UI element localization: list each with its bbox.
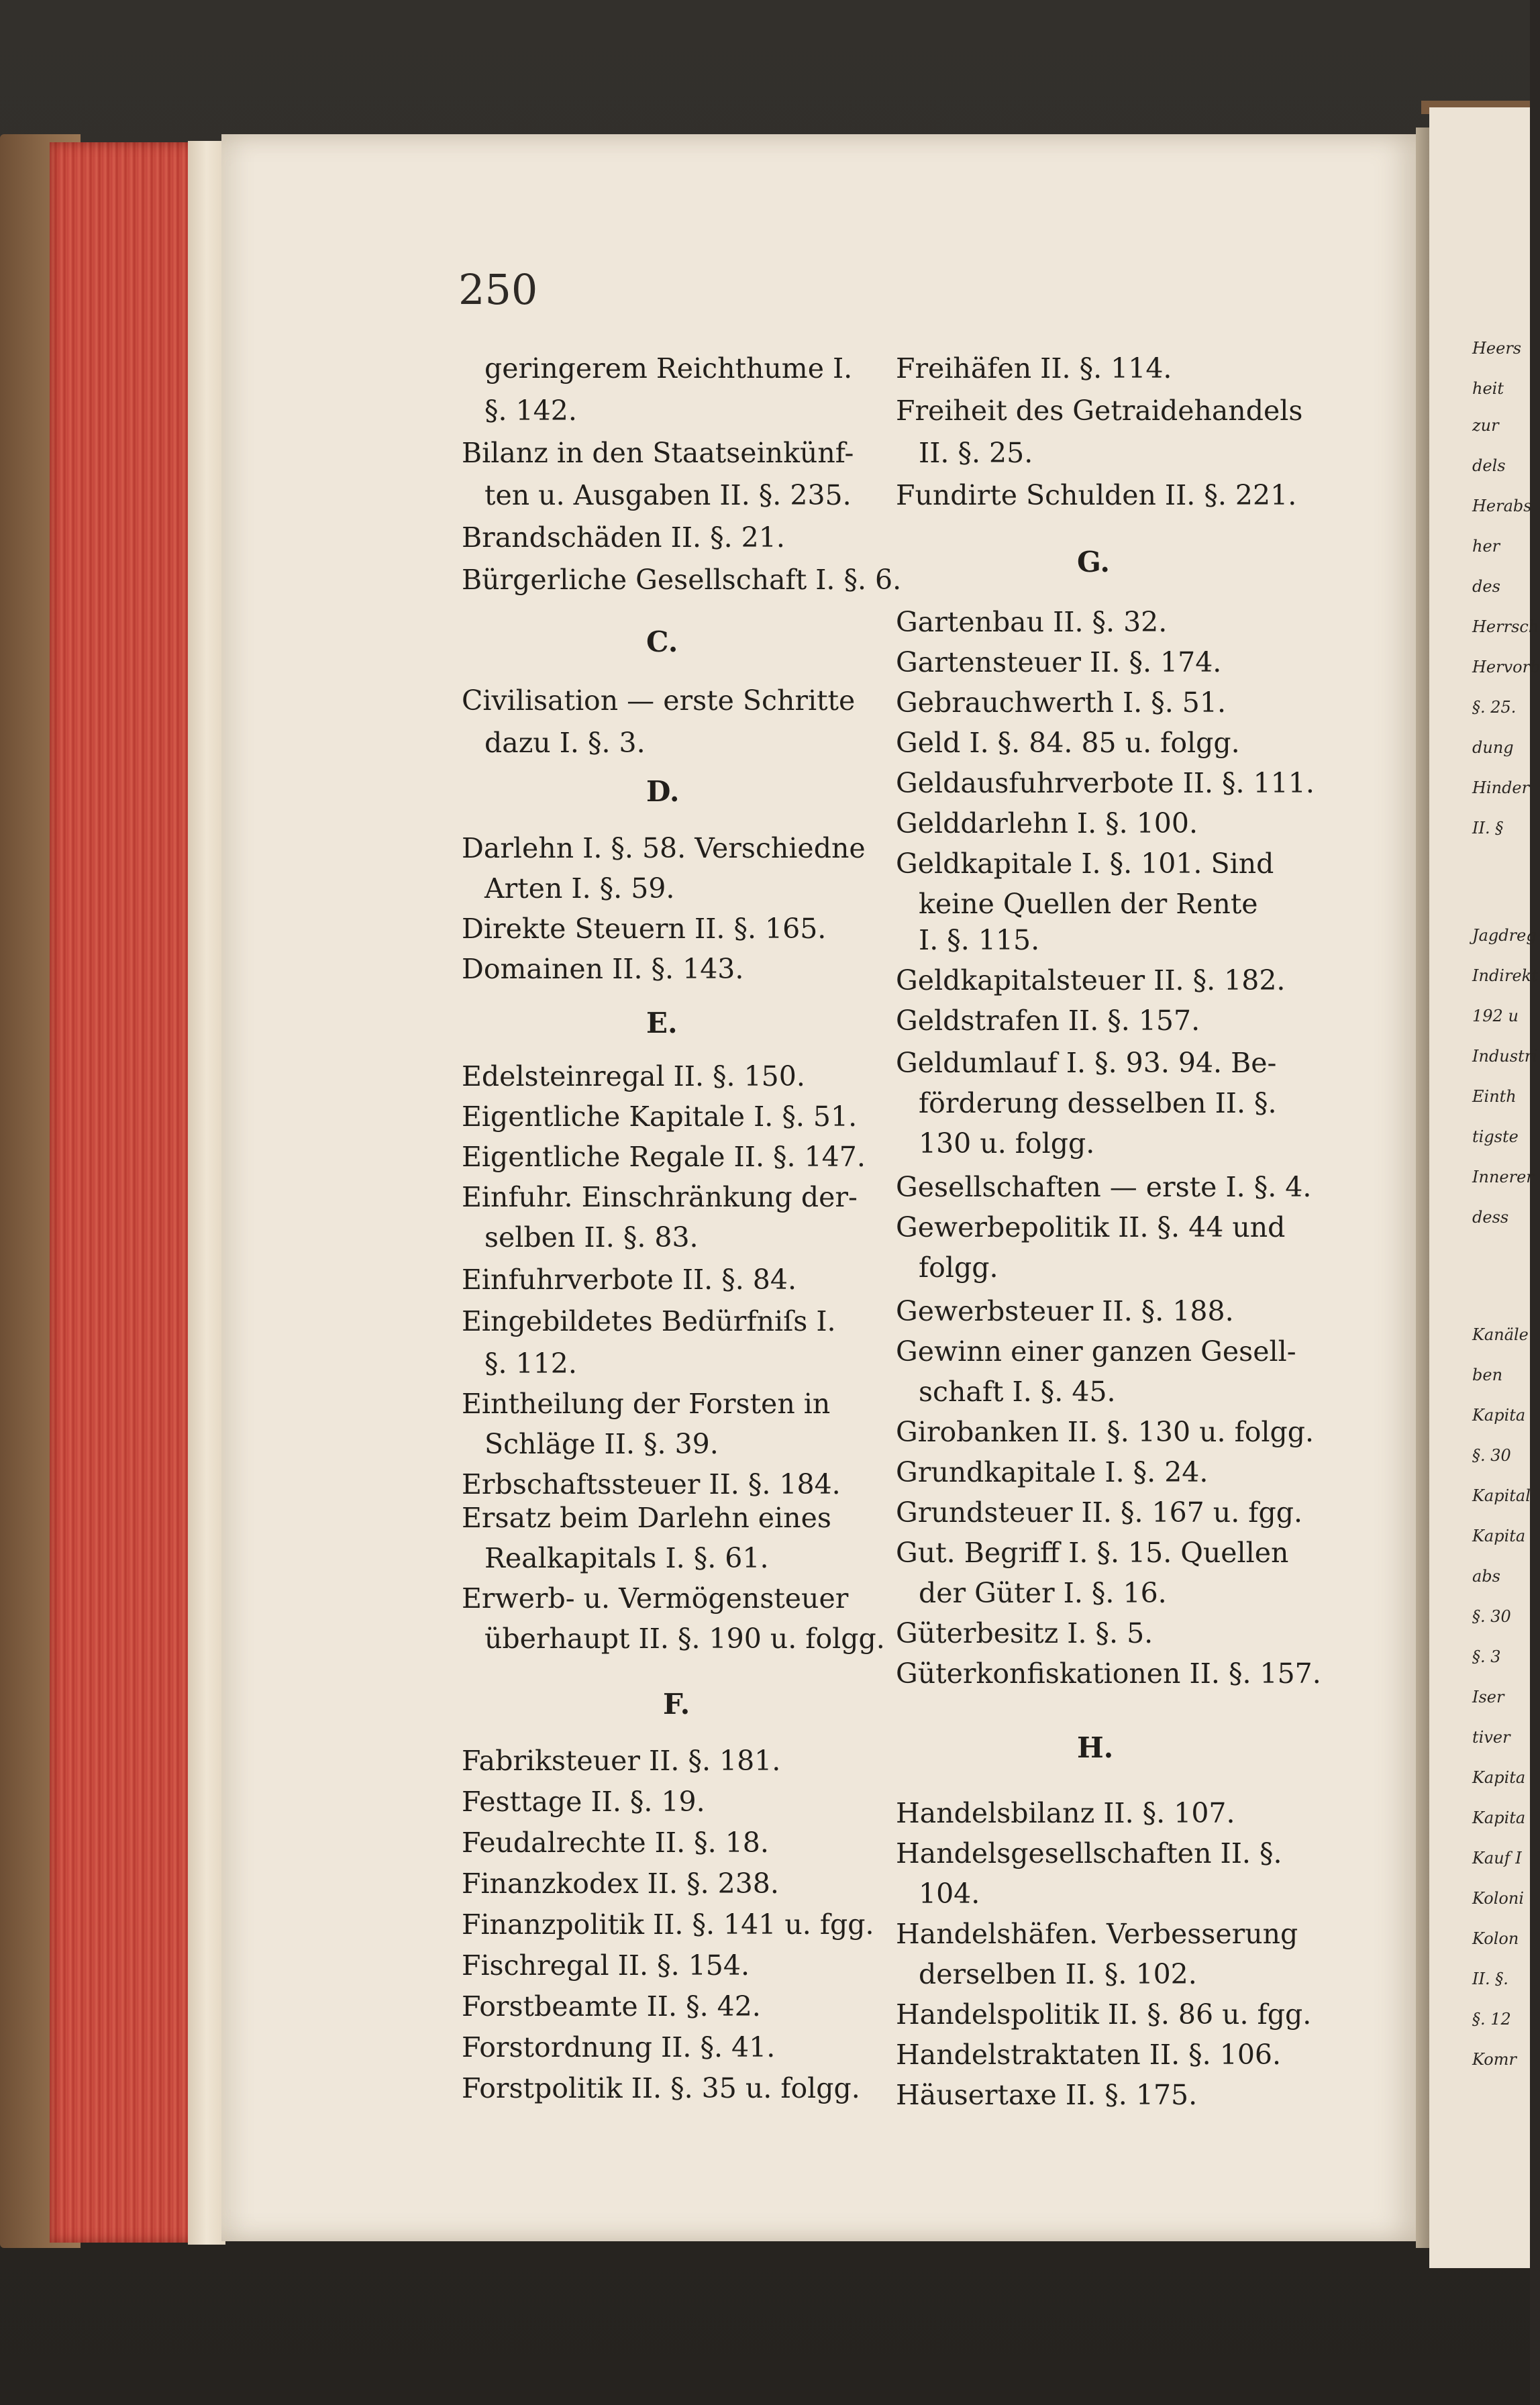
index-entry: Forstordnung II. §. 41. [462, 2031, 776, 2063]
index-entry: Geldstrafen II. §. 157. [896, 1005, 1200, 1037]
index-entry: förderung desselben II. §. [919, 1087, 1277, 1119]
adjacent-page-fragment: Kapita [1472, 1768, 1526, 1787]
index-entry: Geldumlauf I. §. 93. 94. Be- [896, 1047, 1277, 1079]
index-entry: Realkapitals I. §. 61. [484, 1542, 769, 1574]
adjacent-page-fragment: tigste [1472, 1127, 1519, 1146]
index-entry: selben II. §. 83. [484, 1221, 699, 1253]
adjacent-page-fragment: II. § [1472, 819, 1504, 837]
index-entry: Gut. Begriff I. §. 15. Quellen [896, 1537, 1289, 1569]
index-entry: Girobanken II. §. 130 u. folgg. [896, 1416, 1315, 1448]
adjacent-page-fragment: Einth [1472, 1087, 1517, 1106]
index-entry: Bilanz in den Staatseinkünf- [462, 437, 854, 469]
index-entry: Gebrauchwerth I. §. 51. [896, 686, 1226, 719]
index-entry: Handelshäfen. Verbesserung [896, 1918, 1298, 1950]
index-entry: derselben II. §. 102. [919, 1958, 1197, 1990]
index-entry: Handelstraktaten II. §. 106. [896, 2039, 1282, 2071]
index-entry: Forstbeamte II. §. 42. [462, 1990, 761, 2023]
index-entry: Freiheit des Getraidehandels [896, 395, 1303, 427]
adjacent-page-fragment: zur [1472, 416, 1499, 435]
index-entry: Fundirte Schulden II. §. 221. [896, 479, 1297, 511]
section-heading: D. [646, 775, 680, 808]
index-entry: Eigentliche Regale II. §. 147. [462, 1141, 866, 1173]
index-entry: Erwerb- u. Vermögensteuer [462, 1582, 849, 1615]
page-number: 250 [458, 265, 538, 314]
index-entry: Gewerbepolitik II. §. 44 und [896, 1211, 1286, 1243]
adjacent-page-fragment: Hinder [1472, 778, 1530, 797]
adjacent-page-fragment: Kapita [1472, 1808, 1526, 1827]
index-entry: überhaupt II. §. 190 u. folgg. [484, 1623, 885, 1655]
index-entry: Gesellschaften — erste I. §. 4. [896, 1171, 1312, 1203]
adjacent-page-fragment: Iser [1472, 1688, 1504, 1706]
adjacent-page-fragment: Heers [1472, 339, 1522, 358]
index-entry: §. 112. [484, 1347, 577, 1380]
adjacent-page-fragment: §. 3 [1472, 1647, 1501, 1666]
section-heading: C. [646, 625, 678, 658]
adjacent-page-fragment: Indirekt [1472, 966, 1538, 985]
index-entry: Handelspolitik II. §. 86 u. fgg. [896, 1998, 1312, 2031]
index-entry: Gartensteuer II. §. 174. [896, 646, 1222, 678]
adjacent-page-fragment: §. 30 [1472, 1607, 1511, 1626]
adjacent-page-fragment: abs [1472, 1567, 1500, 1586]
index-entry: Geld I. §. 84. 85 u. folgg. [896, 727, 1240, 759]
index-entry: Erbschaftssteuer II. §. 184. [462, 1468, 841, 1500]
index-entry: Finanzpolitik II. §. 141 u. fgg. [462, 1908, 874, 1941]
index-entry: Handelsbilanz II. §. 107. [896, 1797, 1235, 1829]
index-entry: Schläge II. §. 39. [484, 1428, 719, 1460]
adjacent-page-fragment: II. §. [1472, 1969, 1508, 1988]
index-entry: 104. [919, 1878, 980, 1910]
index-entry: Eingebildetes Bedürfniſs I. [462, 1305, 836, 1337]
adjacent-page-fragment: tiver [1472, 1728, 1510, 1747]
adjacent-page-fragment: Jagdreg [1472, 926, 1537, 945]
index-entry: Bürgerliche Gesellschaft I. §. 6. [462, 564, 902, 596]
index-entry: ten u. Ausgaben II. §. 235. [484, 479, 852, 511]
section-heading: F. [663, 1688, 690, 1721]
index-entry: Brandschäden II. §. 21. [462, 521, 785, 554]
book-page-edges [50, 142, 205, 2243]
index-entry: Geldkapitale I. §. 101. Sind [896, 848, 1274, 880]
index-entry: Eigentliche Kapitale I. §. 51. [462, 1101, 858, 1133]
index-entry: Gartenbau II. §. 32. [896, 606, 1168, 638]
index-entry: geringerem Reichthume I. [484, 352, 853, 385]
index-entry: 130 u. folgg. [919, 1127, 1095, 1160]
index-entry: Handelsgesellschaften II. §. [896, 1837, 1282, 1870]
adjacent-page-fragment: Industri [1472, 1047, 1537, 1066]
adjacent-page-fragment: Herabs [1472, 497, 1532, 515]
index-entry: schaft I. §. 45. [919, 1376, 1116, 1408]
section-heading: H. [1077, 1731, 1114, 1764]
adjacent-page-fragment: Kapital [1472, 1486, 1531, 1505]
index-entry: Feudalrechte II. §. 18. [462, 1827, 769, 1859]
index-entry: Gewinn einer ganzen Gesell- [896, 1335, 1296, 1368]
index-entry: Arten I. §. 59. [484, 872, 675, 905]
index-entry: Gelddarlehn I. §. 100. [896, 807, 1198, 839]
index-entry: Fabriksteuer II. §. 181. [462, 1745, 781, 1777]
index-entry: Edelsteinregal II. §. 150. [462, 1060, 805, 1092]
adjacent-page-fragment: heit [1472, 379, 1504, 398]
index-entry: Ersatz beim Darlehn eines [462, 1502, 831, 1534]
index-entry: dazu I. §. 3. [484, 727, 646, 759]
index-entry: I. §. 115. [919, 924, 1040, 956]
index-entry: folgg. [919, 1251, 998, 1284]
index-entry: Fischregal II. §. 154. [462, 1949, 750, 1982]
index-entry: Freihäfen II. §. 114. [896, 352, 1172, 385]
index-entry: Direkte Steuern II. §. 165. [462, 913, 827, 945]
adjacent-page-fragment: dels [1472, 456, 1506, 475]
adjacent-page-fragment: Innerer [1472, 1168, 1534, 1186]
adjacent-page-fragment: Koloni [1472, 1889, 1524, 1908]
adjacent-page-fragment: Hervorb [1472, 658, 1540, 676]
index-entry: Finanzkodex II. §. 238. [462, 1867, 779, 1900]
index-entry: der Güter I. §. 16. [919, 1577, 1167, 1609]
adjacent-page-fragment: Kauf I [1472, 1849, 1522, 1867]
index-entry: Festtage II. §. 19. [462, 1786, 705, 1818]
adjacent-page-fragment: dess [1472, 1208, 1509, 1227]
section-heading: G. [1077, 546, 1110, 578]
index-entry: §. 142. [484, 395, 577, 427]
adjacent-page-fragment: Komr [1472, 2050, 1517, 2069]
adjacent-page-fragment: §. 25. [1472, 698, 1517, 717]
adjacent-page-fragment: ben [1472, 1366, 1503, 1384]
adjacent-page-fragment: Kapita [1472, 1527, 1526, 1545]
index-entry: Güterkonfiskationen II. §. 157. [896, 1657, 1321, 1690]
index-entry: Einfuhrverbote II. §. 84. [462, 1264, 797, 1296]
adjacent-page-fragment: §. 30 [1472, 1446, 1511, 1465]
index-entry: Civilisation — erste Schritte [462, 684, 856, 717]
adjacent-page-fragment: Kanäle [1472, 1325, 1529, 1344]
index-entry: Güterbesitz I. §. 5. [896, 1617, 1153, 1649]
adjacent-page-fragment: Kapita [1472, 1406, 1526, 1425]
adjacent-page-fragment: 192 u [1472, 1007, 1519, 1025]
index-entry: Geldausfuhrverbote II. §. 111. [896, 767, 1315, 799]
section-heading: E. [646, 1007, 678, 1039]
index-entry: Einfuhr. Einschränkung der- [462, 1181, 858, 1213]
index-entry: II. §. 25. [919, 437, 1033, 469]
adjacent-page-fragment: Kolon [1472, 1929, 1519, 1948]
adjacent-page-fragment: des [1472, 577, 1500, 596]
index-entry: Eintheilung der Forsten in [462, 1388, 831, 1420]
page-curl-edge [188, 141, 225, 2245]
index-entry: Darlehn I. §. 58. Verschiedne [462, 832, 866, 864]
index-entry: Domainen II. §. 143. [462, 953, 744, 985]
adjacent-page-fragment: dung [1472, 738, 1514, 757]
adjacent-page-fragment: her [1472, 537, 1500, 556]
index-entry: Grundkapitale I. §. 24. [896, 1456, 1209, 1488]
index-entry: Geldkapitalsteuer II. §. 182. [896, 964, 1286, 996]
adjacent-page-fragment: §. 12 [1472, 2010, 1511, 2029]
index-entry: Grundsteuer II. §. 167 u. fgg. [896, 1496, 1302, 1529]
index-entry: Häusertaxe II. §. 175. [896, 2079, 1198, 2111]
index-entry: Forstpolitik II. §. 35 u. folgg. [462, 2072, 860, 2104]
adjacent-page-fragment: Herrsch [1472, 617, 1539, 636]
index-entry: keine Quellen der Rente [919, 888, 1258, 920]
index-entry: Gewerbsteuer II. §. 188. [896, 1295, 1234, 1327]
